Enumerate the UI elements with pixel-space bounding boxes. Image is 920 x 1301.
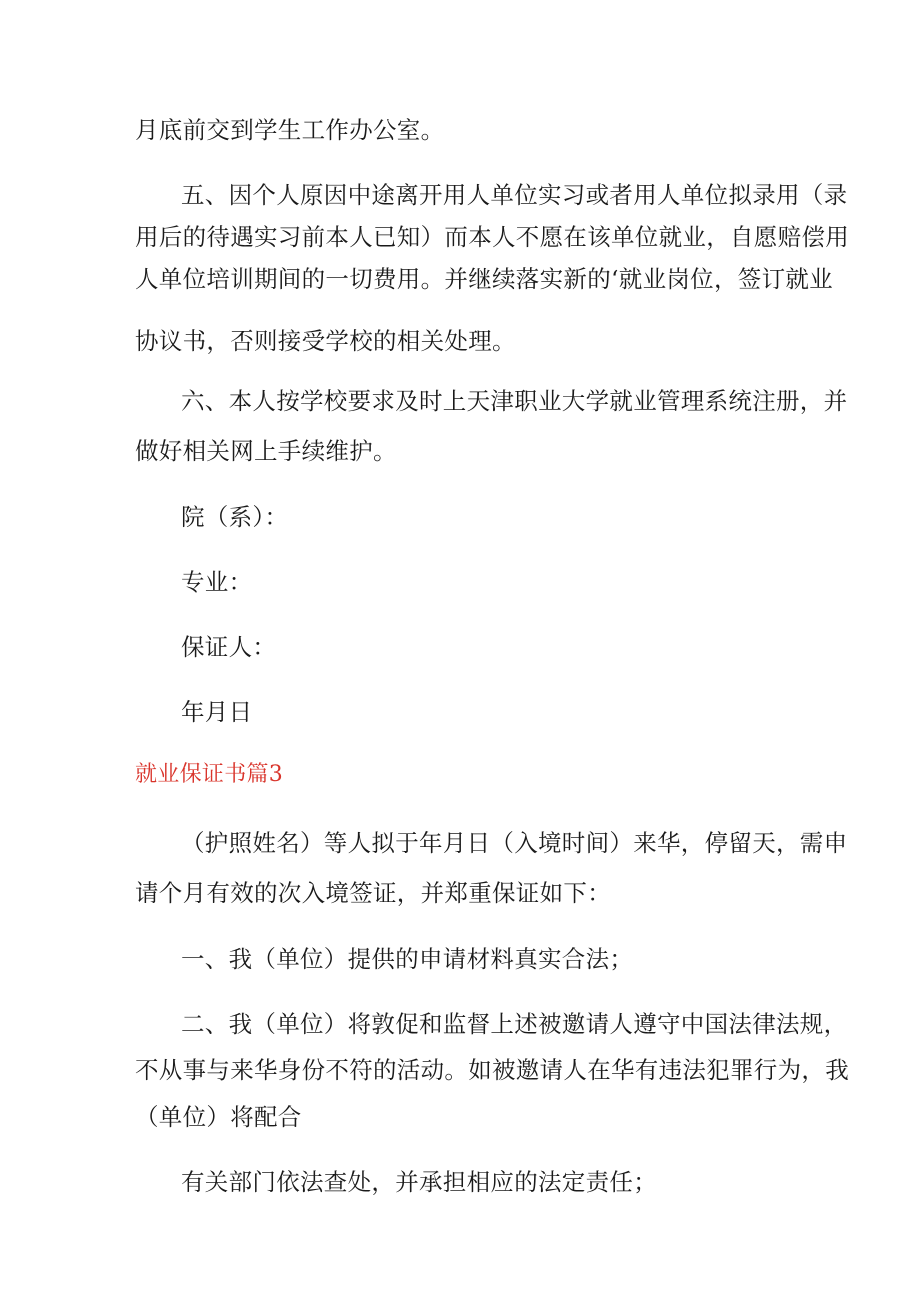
date-field-label: 年月日 — [181, 698, 253, 726]
pledge-two-line-1: 二、我（单位）将敦促和监督上述被邀请人遵守中国法律法规， — [181, 1010, 848, 1038]
pledge-two-line-2: 不从事与来华身份不符的活动。如被邀请人在华有违法犯罪行为，我 — [135, 1056, 849, 1084]
clause-five-line-1: 五、因个人原因中途离开用人单位实习或者用人单位拟录用（录 — [181, 181, 848, 209]
invitation-line-1: （护照姓名）等人拟于年月日（入境时间）来华，停留天，需申 — [181, 829, 848, 857]
major-field-label: 专业： — [181, 568, 253, 596]
clause-five-line-3: 人单位培训期间的一切费用。并继续落实新的‘就业岗位，签订就业 — [135, 265, 833, 293]
pledge-two-line-3: （单位）将配合 — [135, 1103, 302, 1131]
pledge-two-line-4: 有关部门依法查处，并承担相应的法定责任； — [181, 1168, 657, 1196]
section-heading: 就业保证书篇3 — [135, 762, 284, 787]
clause-six-line-1: 六、本人按学校要求及时上天津职业大学就业管理系统注册，并 — [181, 387, 848, 415]
clause-five-line-4: 协议书，否则接受学校的相关处理。 — [135, 327, 516, 355]
pledge-one-line: 一、我（单位）提供的申请材料真实合法； — [181, 945, 634, 973]
text-line: 月底前交到学生工作办公室。 — [135, 116, 445, 144]
department-field-label: 院（系）： — [181, 503, 289, 531]
clause-five-line-2: 用后的待遇实习前本人已知）而本人不愿在该单位就业，自愿赔偿用 — [135, 223, 849, 251]
invitation-line-2: 请个月有效的次入境签证，并郑重保证如下： — [135, 879, 611, 907]
guarantor-field-label: 保证人： — [181, 633, 277, 661]
clause-six-line-2: 做好相关网上手续维护。 — [135, 437, 397, 465]
